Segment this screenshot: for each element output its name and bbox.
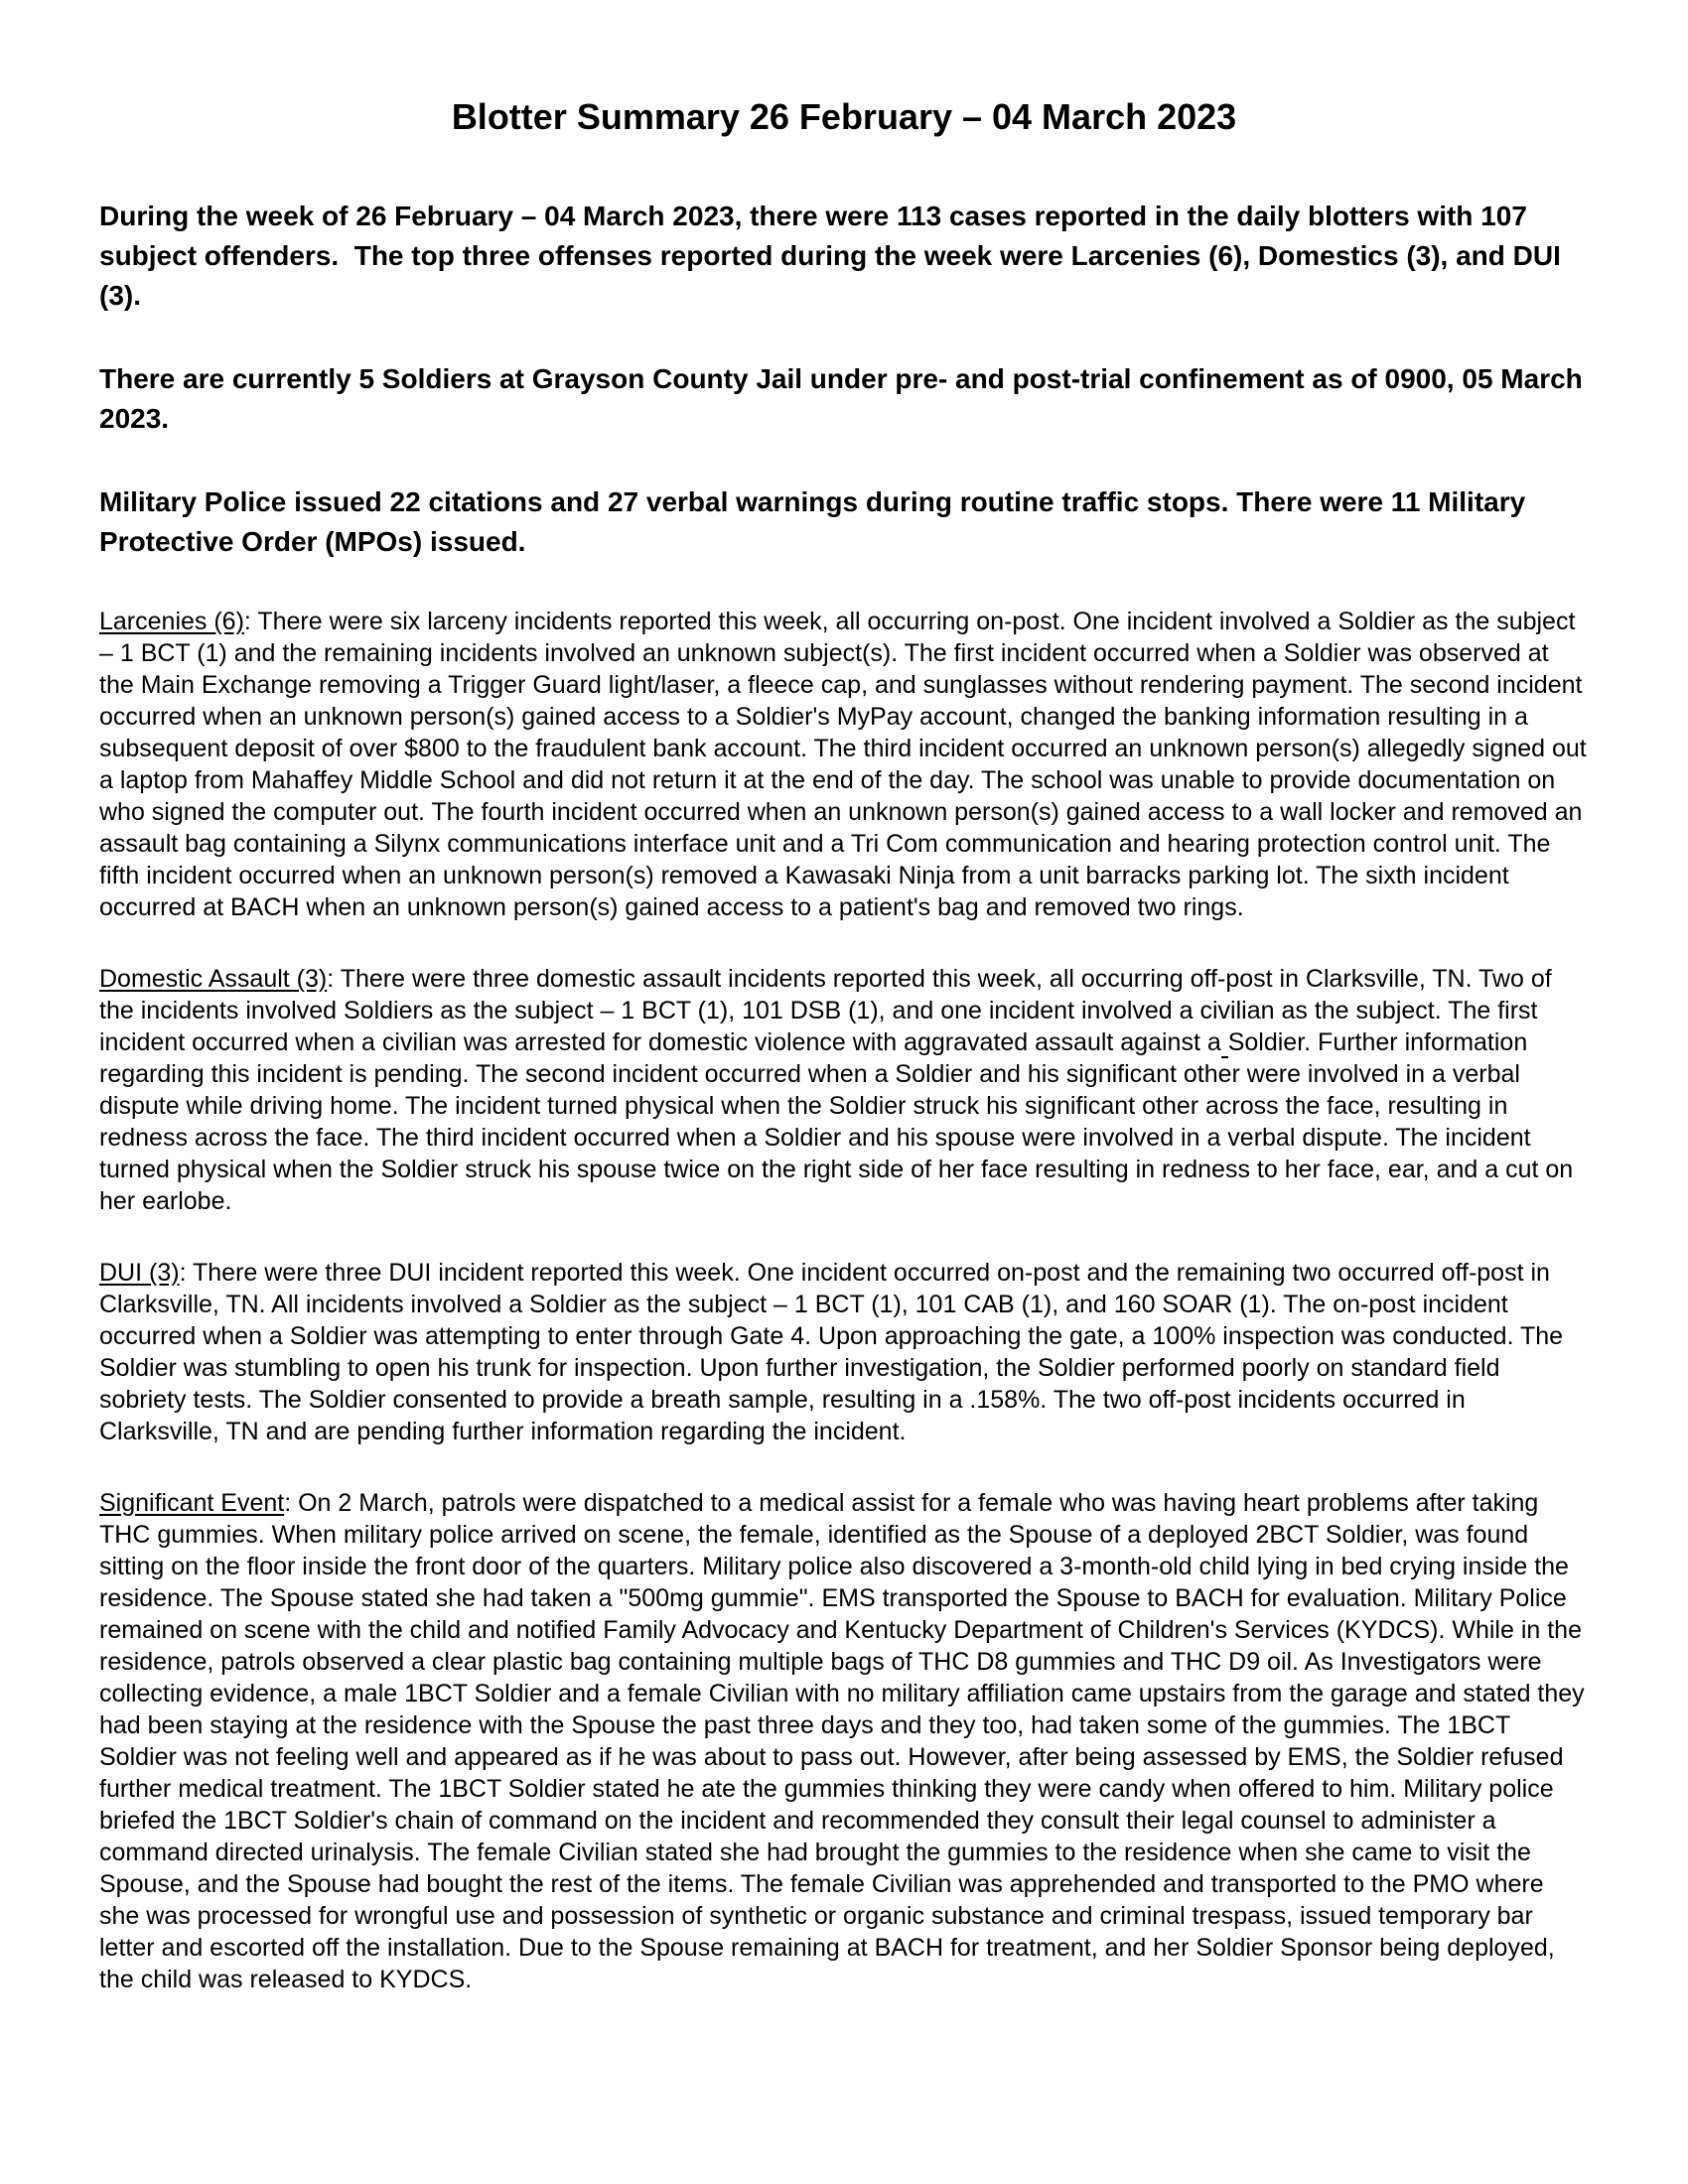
dui-heading: DUI (3) (99, 1259, 180, 1287)
dui-body-text: : There were three DUI incident reported this week. One incident occurred on-post and the remaining two occurred off-post in Clarksville, TN. All incidents involved a Soldier as the subject – 1 BCT (1), 101 CAB (1), and 160 SOAR (1). The on-post incident occurred when a Soldier was attempting to enter through Gate 4. Upon approaching the gate, a 100% inspection was conducted. The Soldier was stumbling to open his trunk for inspection. Upon further investigation, the Soldier performed poorly on standard field sobriety tests. The Soldier consented to provide a breath sample, resulting in a .158%. The two off-post incidents occurred in Clarksville, TN and are pending further information regarding the incident. (99, 1259, 1571, 1445)
domestic-assault-body-text-2: Soldier. Further information regarding this incident is pending. The second incident occurred when a Soldier and his significant other were involved in a verbal dispute while driving home. The incident turned physical when the Soldier struck his significant other across the face, resulting in redness across the face. The third incident occurred when a Soldier and his spouse were involved in a verbal dispute. The incident turned physical when the Soldier struck his spouse twice on the right side of her face resulting in redness to her face, ear, and a cut on her earlobe. (99, 1028, 1581, 1215)
larcenies-heading: Larcenies (6) (99, 608, 244, 635)
section-domestic-assault (99, 963, 1589, 1217)
underlined-space-mark (1221, 1028, 1228, 1058)
document-title: Blotter Summary 26 February – 04 March 2023 (451, 96, 1237, 137)
domestic-assault-heading: Domestic Assault (3) (99, 965, 328, 993)
weekly-summary-paragraph: During the week of 26 February – 04 March 2023, there were 113 cases reported in the daily blotters with 107 subject offenders. The top three offenses reported during the week were Larcenies (6), Domestics (3), and DUI (3). (99, 201, 1569, 311)
section-significant-event (99, 1487, 1592, 1995)
section-larcenies (99, 606, 1594, 923)
significant-event-body-text: : On 2 March, patrols were dispatched to a medical assist for a female who was having heart problems after taking THC gummies. When military police arrived on scene, the female, identified as the Spouse of a deployed 2BCT Soldier, was found sitting on the floor inside the front door of the quarters. Military police also discovered a 3-month-old child lying in bed crying inside the residence. The Spouse stated she had taken a "500mg gummie". EMS transported the Spouse to BACH for evaluation. Military Police remained on scene with the child and notified Family Advocacy and Kentucky Department of Children's Services (KYDCS). While in the residence, patrols observed a clear plastic bag containing multiple bags of THC D8 gummies and THC D9 oil. As Investigators were collecting evidence, a male 1BCT Soldier and a female Civilian with no military affiliation came upstairs from the garage and stated they had been staying at the residence with the Spouse the past three days and they too, had taken some of the gummies. The 1BCT Soldier was not feeling well and appeared as if he was about to pass out. However, after being assessed by EMS, the Soldier refused further medical treatment. The 1BCT Soldier stated he ate the gummies thinking they were candy when offered to him. Military police briefed the 1BCT Soldier's chain of command on the incident and recommended they consult their legal counsel to administer a command directed urinalysis. The female Civilian stated she had brought the gummies to the residence when she came to visit the Spouse, and the Spouse had bought the rest of the items. The female Civilian was apprehended and transported to the PMO where she was processed for wrongful use and possession of synthetic or organic substance and criminal trespass, issued temporary bar letter and escorted off the installation. Due to the Spouse remaining at BACH for treatment, and her Soldier Sponsor being deployed, the child was released to KYDCS. (99, 1489, 1592, 1993)
significant-event-heading: Significant Event (99, 1489, 285, 1517)
section-dui (99, 1257, 1589, 1447)
domestic-assault-body-text-1: : There were three domestic assault incidents reported this week, all occurring off-post in Clarksville, TN. Two of the incidents involved Soldiers as the subject – 1 BCT (1), 101 DSB (1), and one incident involved a civilian as the subject. The first incident occurred when a civilian was arrested for domestic violence with aggravated assault against a (99, 965, 1559, 1056)
citations-paragraph: Military Police issued 22 citations and 27 verbal warnings during routine traffic stops. There were 11 Military Protective Order (MPOs) issued. (99, 486, 1533, 557)
larcenies-body-text: : There were six larceny incidents reported this week, all occurring on-post. One incident involved a Soldier as the subject – 1 BCT (1) and the remaining incidents involved an unknown subject(s). The first incident occurred when a Soldier was observed at the Main Exchange removing a Trigger Guard light/laser, a fleece cap, and sunglasses without rendering payment. The second incident occurred when an unknown person(s) gained access to a Soldier's MyPay account, changed the banking information resulting in a subsequent deposit of over $800 to the fraudulent bank account. The third incident occurred an unknown person(s) allegedly signed out a laptop from Mahaffey Middle School and did not return it at the end of the day. The school was unable to provide documentation on who signed the computer out. The fourth incident occurred when an unknown person(s) gained access to a wall locker and removed an assault bag containing a Silynx communications interface unit and a Tri Com communication and hearing protection control unit. The fifth incident occurred when an unknown person(s) removed a Kawasaki Ninja from a unit barracks parking lot. The sixth incident occurred at BACH when an unknown person(s) gained access to a patient's bag and removed two rings. (99, 608, 1594, 921)
confinement-paragraph: There are currently 5 Soldiers at Grayson County Jail under pre- and post-trial confinement as of 0900, 05 March 2023. (99, 363, 1591, 434)
